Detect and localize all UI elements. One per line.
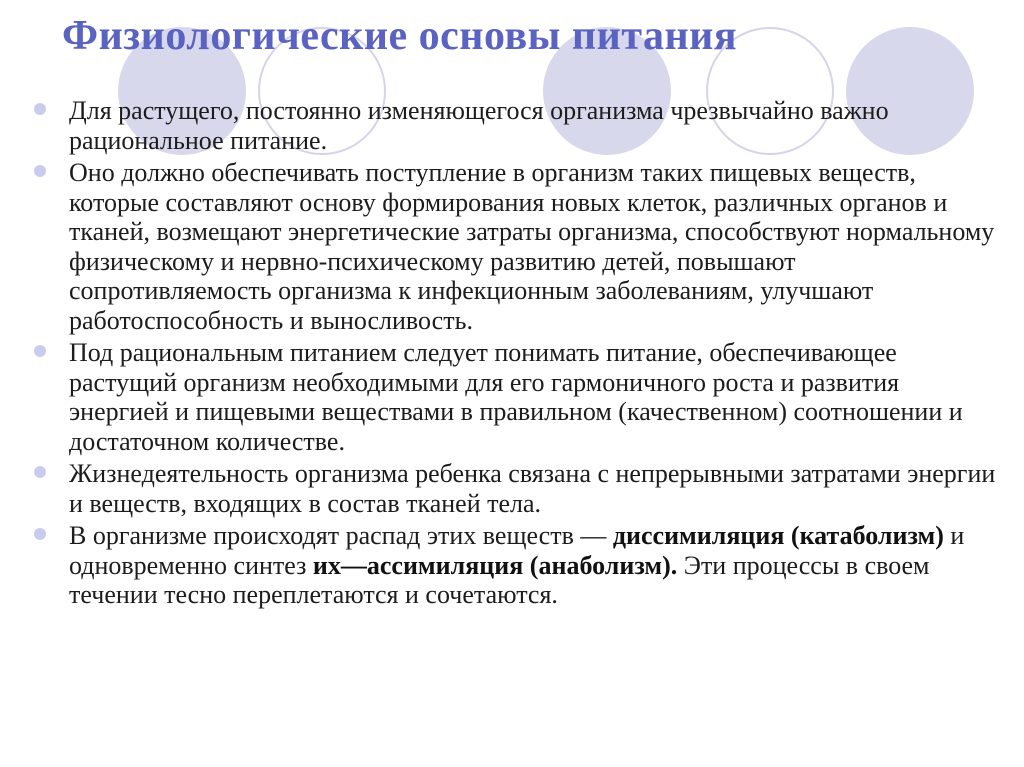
bullet-dot-icon: [34, 103, 46, 115]
bullet-text-part: и одновременно синтез: [69, 521, 965, 580]
bullet-dot-icon: [34, 345, 46, 357]
bullet-dot-icon: [34, 528, 46, 540]
bold-term-dissimilation: диссимиляция (катаболизм): [612, 521, 944, 550]
bullet-list: [32, 96, 1002, 613]
bullet-text: [69, 521, 1002, 610]
list-item: [32, 158, 1002, 335]
bullet-text-part: Эти процессы в своем течении тесно переплетаются и сочетаются.: [69, 550, 930, 609]
bullet-text: Жизнедеятельность организма ребенка связана с непрерывными затратами энергии и веществ, входящих в состав тканей тела.: [69, 459, 996, 518]
bullet-dot-icon: [34, 165, 46, 177]
bullet-text-part: В организме происходят распад этих веществ —: [69, 521, 613, 550]
bold-term-assimilation: их—ассимиляция (анаболизм).: [312, 550, 678, 580]
list-item: [32, 96, 1002, 155]
bullet-text: Оно должно обеспечивать поступление в организм таких пищевых веществ, которые составляют основу формирования новых клеток, различных органов и тканей, возмещают энергетические затраты организма, способствуют нормальному физическому и нервно-психическому развитию детей, повышают сопротивляемость организма к инфекционным заболеваниям, улучшают работоспособность и выносливость.: [69, 158, 995, 335]
bullet-text: Для растущего, постоянно изменяющегося организма чрезвычайно важно рациональное питание.: [69, 96, 889, 155]
list-item: [32, 338, 1002, 456]
bullet-dot-icon: [34, 466, 46, 478]
bullet-text: Под рациональным питанием следует понимать питание, обеспечивающее растущий организм необходимыми для его гармоничного роста и развития энергией и пищевыми веществами в правильном (качественном) соотношении и достаточном количестве.: [69, 338, 963, 456]
list-item: [32, 521, 1002, 610]
slide-title: Физиологические основы питания: [62, 13, 738, 59]
list-item: [32, 459, 1002, 518]
